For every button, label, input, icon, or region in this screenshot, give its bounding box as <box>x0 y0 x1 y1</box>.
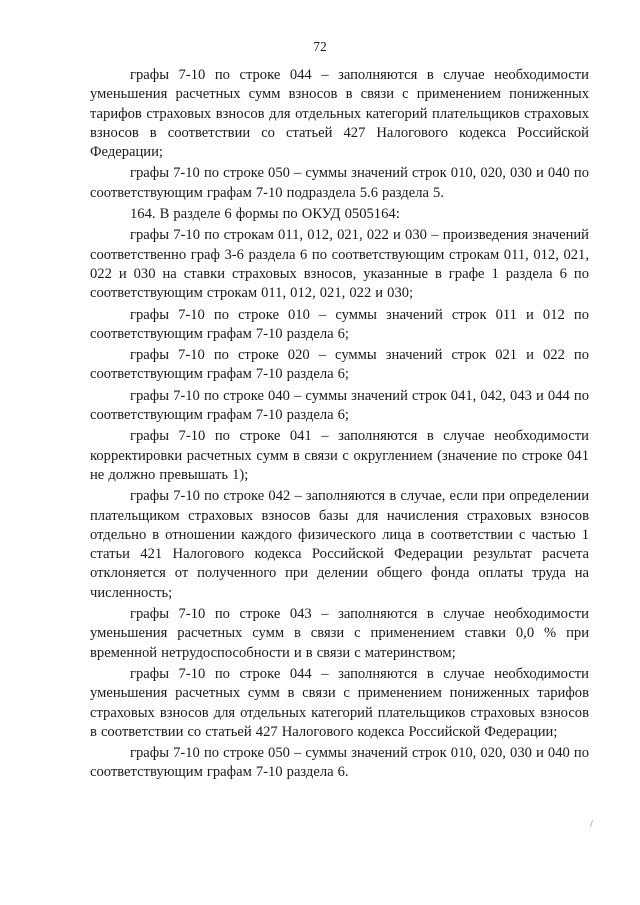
document-body <box>90 66 589 783</box>
page-number: 72 <box>313 39 327 54</box>
paragraph-lines-011-030: графы 7-10 по строкам 011, 012, 021, 022 и 030 – произведения значений соответственно граф 3-6 раздела 6 по соответствующим строкам 011, 012, 021, 022 и 030 на ставки страховых взносов, указанные в графе 1 раздела 6 по соответствующим строкам 011, 012, 021, 022 и 030; <box>90 227 589 302</box>
paragraph-line-044: графы 7-10 по строке 044 – заполняются в случае необходимости уменьшения расчетных сумм в связи с применением пониженных тарифов страховых взносов для отдельных категорий плательщиков страховых взносов в соответствии со статьей 427 Налогового кодекса Российской Федерации; <box>90 665 589 740</box>
paragraph-line-020: графы 7-10 по строке 020 – суммы значений строк 021 и 022 по соответствующим графам 7-10 раздела 6; <box>90 347 589 383</box>
paragraph-line-043: графы 7-10 по строке 043 – заполняются в случае необходимости уменьшения расчетных сумм в связи с применением ставки 0,0 % при временной нетрудоспособности и в связи с материнством; <box>90 606 589 661</box>
paragraph-item-164-heading: 164. В разделе 6 формы по ОКУД 0505164: <box>130 206 400 223</box>
scan-mark <box>590 820 593 827</box>
paragraph-line-040: графы 7-10 по строке 040 – суммы значений строк 041, 042, 043 и 044 по соответствующим графам 7-10 раздела 6; <box>90 387 589 424</box>
paragraph-line-042: графы 7-10 по строке 042 – заполняются в случае, если при определении плательщиком страховых взносов базы для начисления страховых взносов отдельно в отношении каждого физического лица в соответствии с частью 1 статьи 421 Налогового кодекса Российской Федерации результат расчета отклоняется от полученного при делении общего фонда оплаты труда на численность; <box>90 488 589 601</box>
paragraph-line-050: графы 7-10 по строке 050 – суммы значений строк 010, 020, 030 и 040 по соответствующим графам 7-10 раздела 6. <box>90 745 589 781</box>
paragraph-line-041: графы 7-10 по строке 041 – заполняются в случае необходимости корректировки расчетных сумм в связи с округлением (значение по строке 041 не должно превышать 1); <box>90 428 589 483</box>
paragraph-line-044-subsection: графы 7-10 по строке 044 – заполняются в случае необходимости уменьшения расчетных сумм взносов в связи с применением пониженных тарифов страховых взносов для отдельных категорий плательщиков страховых взносов в соответствии со статьей 427 Налогового кодекса Российской Федерации; <box>90 67 589 161</box>
paragraph-line-050-subsection: графы 7-10 по строке 050 – суммы значений строк 010, 020, 030 и 040 по соответствующим графам 7-10 подраздела 5.6 раздела 5. <box>90 165 589 201</box>
paragraph-line-010: графы 7-10 по строке 010 – суммы значений строк 011 и 012 по соответствующим графам 7-10 раздела 6; <box>90 306 589 342</box>
